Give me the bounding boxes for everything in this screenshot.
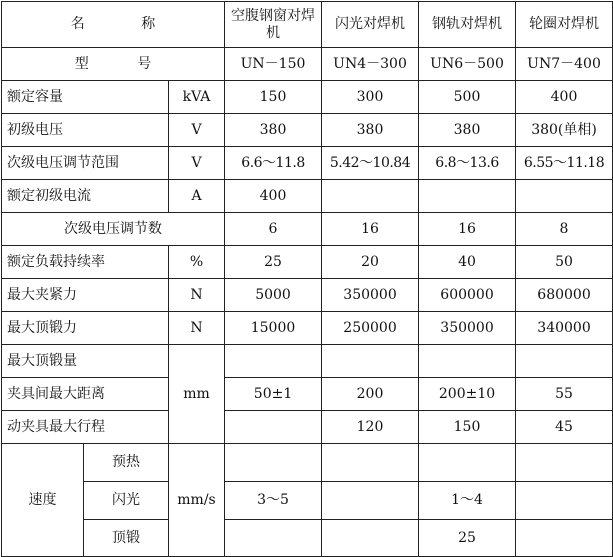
cell-value (419, 345, 516, 378)
row-unit: % (169, 246, 225, 279)
cell-value: 55 (516, 378, 613, 411)
table-row (2, 246, 613, 279)
machine-model-3: UN6－500 (419, 48, 516, 81)
speed-unit: mm/s (169, 444, 225, 557)
cell-value: 400 (516, 81, 613, 114)
cell-value (419, 444, 516, 482)
cell-value: 150 (419, 411, 516, 444)
table-row (2, 213, 613, 246)
table-row (2, 520, 613, 557)
machine-name-4: 轮圈对焊机 (516, 2, 613, 48)
machine-name-1: 空腹钢窗对焊机 (225, 2, 322, 48)
table-row (2, 312, 613, 345)
row-label: 额定初级电流 (2, 180, 169, 213)
cell-value (322, 180, 419, 213)
cell-value: 200±10 (419, 378, 516, 411)
cell-value: 50±1 (225, 378, 322, 411)
cell-value: 1～4 (419, 482, 516, 520)
header-model-row (2, 48, 613, 81)
cell-value: 15000 (225, 312, 322, 345)
table-row (2, 279, 613, 312)
cell-value: 380 (322, 114, 419, 147)
row-label: 额定负载持续率 (2, 246, 169, 279)
table-row (2, 147, 613, 180)
cell-value: 340000 (516, 312, 613, 345)
cell-value (419, 180, 516, 213)
cell-value (516, 482, 613, 520)
row-label: 次级电压调节数 (2, 213, 225, 246)
table-row (2, 411, 613, 444)
cell-value: 380 (225, 114, 322, 147)
cell-value: 5000 (225, 279, 322, 312)
cell-value: 8 (516, 213, 613, 246)
cell-value (322, 520, 419, 557)
cell-value (322, 482, 419, 520)
name-header: 名 称 (2, 2, 225, 48)
cell-value: 6 (225, 213, 322, 246)
cell-value: 150 (225, 81, 322, 114)
cell-value (516, 345, 613, 378)
row-label: 动夹具最大行程 (2, 411, 169, 444)
cell-value: 380(单相) (516, 114, 613, 147)
model-header: 型 号 (2, 48, 225, 81)
row-label: 最大顶锻力 (2, 312, 169, 345)
table-row (2, 345, 613, 378)
cell-value (322, 345, 419, 378)
machine-model-2: UN4－300 (322, 48, 419, 81)
machine-model-4: UN7－400 (516, 48, 613, 81)
cell-value: 16 (322, 213, 419, 246)
cell-value: 16 (419, 213, 516, 246)
cell-value: 25 (419, 520, 516, 557)
row-unit: A (169, 180, 225, 213)
cell-value: 50 (516, 246, 613, 279)
cell-value: 6.8～13.6 (419, 147, 516, 180)
table-row (2, 180, 613, 213)
cell-value (516, 180, 613, 213)
cell-value: 250000 (322, 312, 419, 345)
row-unit: V (169, 114, 225, 147)
cell-value: 680000 (516, 279, 613, 312)
cell-value (225, 520, 322, 557)
cell-value: 380 (419, 114, 516, 147)
cell-value: 350000 (419, 312, 516, 345)
machine-name-3: 钢轨对焊机 (419, 2, 516, 48)
speed-sub-label: 闪光 (84, 482, 169, 520)
row-label: 次级电压调节范围 (2, 147, 169, 180)
cell-value (516, 444, 613, 482)
row-label: 最大顶锻量 (2, 345, 169, 378)
cell-value (516, 520, 613, 557)
cell-value: 300 (322, 81, 419, 114)
cell-value: 6.6～11.8 (225, 147, 322, 180)
machine-model-1: UN－150 (225, 48, 322, 81)
cell-value: 45 (516, 411, 613, 444)
cell-value: 25 (225, 246, 322, 279)
row-unit: kVA (169, 81, 225, 114)
cell-value: 20 (322, 246, 419, 279)
table-row (2, 378, 613, 411)
speed-sub-label: 预热 (84, 444, 169, 482)
cell-value (322, 444, 419, 482)
cell-value: 120 (322, 411, 419, 444)
row-label: 最大夹紧力 (2, 279, 169, 312)
cell-value: 3～5 (225, 482, 322, 520)
cell-value: 500 (419, 81, 516, 114)
cell-value: 5.42～10.84 (322, 147, 419, 180)
row-label: 初级电压 (2, 114, 169, 147)
cell-value: 40 (419, 246, 516, 279)
row-label: 夹具间最大距离 (2, 378, 169, 411)
cell-value (225, 345, 322, 378)
table-row (2, 114, 613, 147)
row-unit: N (169, 312, 225, 345)
header-name-row (2, 2, 613, 48)
cell-value (225, 444, 322, 482)
cell-value (225, 411, 322, 444)
table-row (2, 482, 613, 520)
row-label: 额定容量 (2, 81, 169, 114)
cell-value: 200 (322, 378, 419, 411)
machine-name-2: 闪光对焊机 (322, 2, 419, 48)
cell-value: 400 (225, 180, 322, 213)
cell-value: 600000 (419, 279, 516, 312)
row-unit: N (169, 279, 225, 312)
speed-sub-label: 顶锻 (84, 520, 169, 557)
speed-label: 速度 (2, 444, 84, 557)
welding-machine-spec-table (1, 1, 613, 557)
table-row (2, 81, 613, 114)
table-row (2, 444, 613, 482)
row-unit: mm (169, 345, 225, 444)
cell-value: 6.55～11.18 (516, 147, 613, 180)
cell-value: 350000 (322, 279, 419, 312)
row-unit: V (169, 147, 225, 180)
